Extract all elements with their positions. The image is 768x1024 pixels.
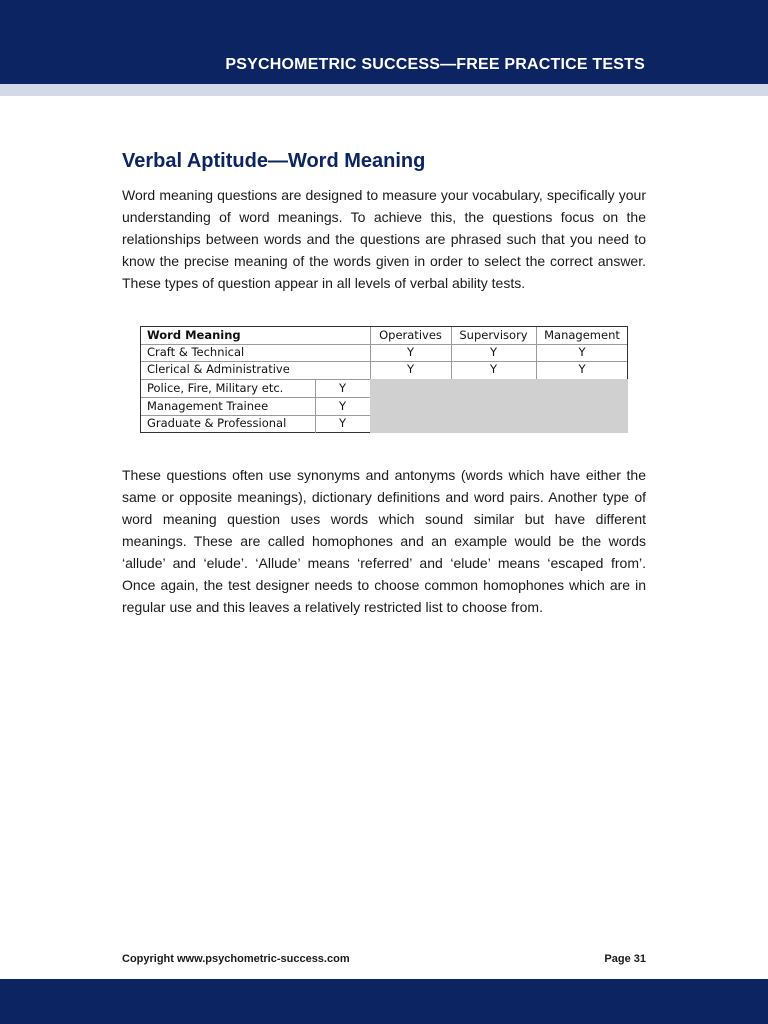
footer-page-number: Page 31	[604, 953, 646, 965]
table-cell: Y	[338, 399, 347, 413]
table-cell: Y	[338, 381, 347, 395]
grey-empty-area	[370, 379, 628, 433]
table-cell: Y	[578, 345, 586, 359]
table-header-supervisory: Supervisory	[459, 328, 528, 342]
table-row-label: Clerical & Administrative	[147, 362, 290, 376]
section-title: Verbal Aptitude—Word Meaning	[122, 150, 426, 172]
table-cell: Y	[489, 362, 498, 376]
header-title: PSYCHOMETRIC SUCCESS—FREE PRACTICE TESTS	[225, 56, 645, 73]
table-row-label: Graduate & Professional	[147, 416, 287, 430]
table-cell: Y	[338, 416, 347, 430]
table-row-label: Craft & Technical	[147, 345, 245, 359]
footer-bar	[0, 979, 768, 1024]
word-meaning-table	[140, 326, 628, 433]
footer-copyright: Copyright www.psychometric-success.com	[122, 953, 350, 965]
table-header-management: Management	[544, 328, 620, 342]
table-cell: Y	[578, 362, 586, 376]
table-cell: Y	[406, 362, 415, 376]
table-row-label: Management Trainee	[147, 399, 269, 413]
table-header-operatives: Operatives	[379, 328, 442, 342]
header-bar	[0, 0, 768, 84]
table-row-label: Police, Fire, Military etc.	[147, 381, 284, 395]
table-cell: Y	[406, 345, 415, 359]
homophones-paragraph: These questions often use synonyms and antonyms (words which have either the same or opposite meanings), dictionary definitions and word pairs. Another type of word meaning question uses words which sound similar but have different meanings. These are called homophones and an example would be the words ‘allude’ and ‘elude’. ‘Allude’ means ‘referred’ and ‘elude’ means ‘escaped from’. Once again, the test designer needs to choose common homophones which are in regular use and this leaves a relatively restricted list to choose from.	[122, 467, 646, 615]
table-cell: Y	[489, 345, 498, 359]
intro-paragraph: Word meaning questions are designed to measure your vocabulary, specifically your understanding of word meanings. To achieve this, the questions focus on the relationships between words and the questions are phrased such that you need to know the precise meaning of the words given in order to select the correct answer. These types of question appear in all levels of verbal ability tests.	[122, 187, 646, 291]
table-header-label: Word Meaning	[147, 328, 241, 342]
header-stripe	[0, 84, 768, 96]
